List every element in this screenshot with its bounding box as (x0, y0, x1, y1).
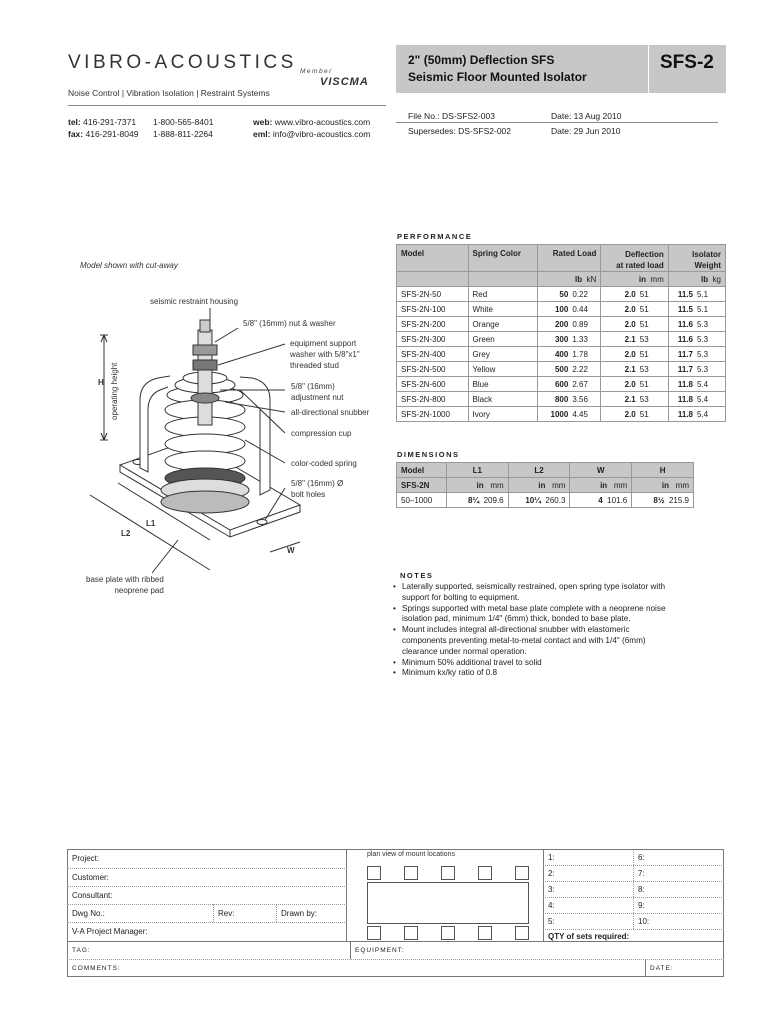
form-rule (276, 904, 277, 922)
table-cell: 2.0 51 (601, 377, 668, 392)
table-cell: 2.0 51 (601, 302, 668, 317)
dim-l1-label: L1 (146, 519, 156, 528)
table-cell: SFS-2N-50 (397, 287, 469, 302)
mount-box[interactable] (404, 866, 418, 880)
table-cell: 11.5 5.1 (668, 287, 725, 302)
table-cell: 11.6 5.3 (668, 332, 725, 347)
tollfree-block (153, 116, 214, 140)
slot-9[interactable]: 9: (638, 901, 645, 910)
form-rule (350, 941, 351, 959)
table-row (397, 302, 726, 317)
label-adjustment-nut: 5/8" (16mm) adjustment nut (291, 382, 344, 402)
table-cell: SFS-2N-200 (397, 317, 469, 332)
table-cell: 11.7 5.3 (668, 347, 725, 362)
label-bolt-holes: 5/8" (16mm) Ø bolt holes (291, 479, 344, 499)
table-cell: SFS-2N-400 (397, 347, 469, 362)
list-item: • Laterally supported, seismically restrained, open spring type isolator with support for bolting to equipment. (393, 582, 673, 604)
tel-number: 416-291-7371 (83, 117, 137, 127)
table-cell: 11.7 5.3 (668, 362, 725, 377)
drawn-by-field[interactable]: Drawn by: (281, 909, 318, 918)
label-support-washer: equipment support washer with 5/8"x1" threaded stud (290, 339, 360, 370)
phone-block: tel: 416-291-7371 fax: 416-291-8049 (68, 117, 139, 139)
col-spring-color: Spring Color (468, 245, 537, 272)
fax-tollfree: 1-888-811-2264 (153, 129, 213, 139)
diagram-caption: Model shown with cut-away (80, 261, 178, 270)
table-cell: Ivory (468, 407, 537, 422)
dwg-field[interactable]: Dwg No.: (72, 909, 105, 918)
table-cell: 2.1 53 (601, 332, 668, 347)
web-block: web: www.vibro-acoustics.com eml: info@vibro-acoustics.com (253, 117, 371, 139)
slot-2[interactable]: 2: (548, 869, 555, 878)
table-cell: 100 0.44 (537, 302, 600, 317)
notes-list (393, 582, 673, 679)
table-cell: 11.5 5.1 (668, 302, 725, 317)
email-link[interactable]: info@vibro-acoustics.com (272, 129, 371, 139)
list-item: • Minimum 50% additional travel to solid (393, 658, 673, 669)
label-nut-washer: 5/8" (16mm) nut & washer (243, 319, 336, 328)
dim-col-model: Model (397, 463, 447, 478)
table-cell: Orange (468, 317, 537, 332)
col-deflection: Deflection at rated load (601, 245, 668, 272)
performance-heading: PERFORMANCE (397, 232, 473, 241)
form-rule (67, 886, 347, 887)
table-cell: 2.0 51 (601, 317, 668, 332)
performance-table: Model Spring Color Rated Load Deflection at rated load Isolator Weight lb kN in mm lb kg SFS-2N-50 Red 50 0.22 2.0 51 11.5 5.1 SFS-2N-100 White 100 0.44 2.0 51 11.5 5.1 SFS-2N-200 Orange 200 0.89 2.0 51 11.6 5.3 SFS-2N-300 Green 300 1.33 2.1 53 11.6 5.3 SFS-2N-400 Grey 400 1.78 2.0 51 11.7 5.3 SFS-2N-500 Yellow 500 2.22 2.1 53 11.7 5.3 SFS-2N-600 Blue 600 2.67 2.0 51 11.8 5.4 SFS-2N-800 Black 800 3.56 2.1 53 11.8 5.4 SFS-2N-1000 Ivory 1000 4.45 2.0 51 11.8 5.4 (396, 244, 726, 422)
table-row (397, 377, 726, 392)
mount-box[interactable] (515, 866, 529, 880)
product-title: 2" (50mm) Deflection SFS Seismic Floor Mounted Isolator (408, 53, 587, 84)
dim-col-l1: L1 (446, 463, 508, 478)
dimensions-heading: DIMENSIONS (397, 450, 460, 459)
plan-view-area[interactable] (367, 882, 529, 924)
table-cell: Grey (468, 347, 537, 362)
comments-field[interactable]: COMMENTS: (72, 965, 121, 972)
member-label: Member (300, 68, 333, 75)
table-cell: 300 1.33 (537, 332, 600, 347)
table-row (397, 287, 726, 302)
table-row (397, 317, 726, 332)
dim-w-label: W (287, 546, 295, 555)
isolator-drawing (60, 290, 390, 600)
company-tagline: Noise Control | Vibration Isolation | Restraint Systems (68, 88, 270, 98)
web-link[interactable]: www.vibro-acoustics.com (274, 117, 371, 127)
product-code: SFS-2 (660, 52, 714, 73)
dim-operating-height: operating height (110, 362, 119, 420)
date-field[interactable]: DATE: (650, 965, 674, 972)
notes-heading: NOTES (400, 571, 434, 580)
table-row (397, 332, 726, 347)
form-rule (213, 904, 214, 922)
table-cell: 50 0.22 (537, 287, 600, 302)
mount-box[interactable] (478, 926, 492, 940)
table-cell: 11.6 5.3 (668, 317, 725, 332)
form-rule (543, 897, 724, 898)
form-rule (67, 922, 347, 923)
mount-box[interactable] (515, 926, 529, 940)
dim-col-l2: L2 (508, 463, 570, 478)
table-cell: 2.1 53 (601, 392, 668, 407)
dim-col-h: H (632, 463, 694, 478)
table-cell: SFS-2N-300 (397, 332, 469, 347)
plan-view-label: plan view of mount locations (367, 851, 455, 858)
table-row (397, 392, 726, 407)
slot-7[interactable]: 7: (638, 869, 645, 878)
table-cell: 1000 4.45 (537, 407, 600, 422)
customer-field[interactable]: Customer: (72, 873, 109, 882)
table-cell: 2.0 51 (601, 287, 668, 302)
table-cell: SFS-2N-500 (397, 362, 469, 377)
dim-l2-label: L2 (121, 529, 131, 538)
supersedes: Supersedes: DS-SFS2-002 (408, 126, 511, 136)
form-rule (543, 913, 724, 914)
table-cell: 500 2.22 (537, 362, 600, 377)
col-weight: Isolator Weight (668, 245, 725, 272)
rev-field[interactable]: Rev: (218, 909, 235, 918)
list-item: • Springs supported with metal base plate complete with a neoprene noise isolation pad, minimum 1/4" (6mm) thick, bonded to base plate. (393, 604, 673, 626)
fax-number: 416-291-8049 (85, 129, 139, 139)
table-cell: 600 2.67 (537, 377, 600, 392)
mount-box[interactable] (478, 866, 492, 880)
slot-5[interactable]: 5: (548, 917, 555, 926)
table-cell: 2.0 51 (601, 407, 668, 422)
table-cell: 200 0.89 (537, 317, 600, 332)
dim-h-label: H (98, 378, 104, 387)
table-cell: Blue (468, 377, 537, 392)
label-snubber: all-directional snubber (291, 408, 370, 417)
table-cell: 400 1.78 (537, 347, 600, 362)
header-divider (68, 105, 386, 106)
form-rule (67, 868, 347, 869)
form-rule (645, 959, 646, 977)
table-cell: 11.8 5.4 (668, 392, 725, 407)
col-model: Model (397, 245, 469, 272)
title-separator (648, 45, 649, 93)
slot-3[interactable]: 3: (548, 885, 555, 894)
table-cell: SFS-2N-1000 (397, 407, 469, 422)
form-rule (67, 959, 724, 960)
table-cell: Black (468, 392, 537, 407)
table-cell: SFS-2N-600 (397, 377, 469, 392)
file-divider (396, 122, 718, 123)
mount-box[interactable] (367, 926, 381, 940)
label-base-plate: base plate with ribbed neoprene pad (86, 575, 164, 595)
table-cell: Yellow (468, 362, 537, 377)
form-rule (67, 904, 347, 905)
mount-box[interactable] (441, 926, 455, 940)
project-manager-field[interactable]: V-A Project Manager: (72, 927, 148, 936)
slot-10[interactable]: 10: (638, 917, 650, 926)
slot-4[interactable]: 4: (548, 901, 555, 910)
table-cell: 800 3.56 (537, 392, 600, 407)
qty-field[interactable]: QTY of sets required: (548, 932, 630, 941)
dim-col-w: W (570, 463, 632, 478)
table-cell: Green (468, 332, 537, 347)
member-org-logo: VISCMA (320, 76, 369, 88)
list-item: • Mount includes integral all-directional snubber with elastomeric components preventing metal-to-metal contact and with 1/4" (6mm) clearance under normal operation. (393, 625, 673, 657)
form-rule (543, 881, 724, 882)
table-row: 50–1000 8¼ 209.6 10¼ 260.3 4 101.6 8½ 215.9 (397, 493, 694, 508)
table-cell: 2.1 53 (601, 362, 668, 377)
label-housing: seismic restraint housing (150, 297, 239, 306)
form-rule (543, 929, 724, 930)
label-spring: color-coded spring (291, 459, 357, 468)
form-rule (633, 849, 634, 929)
list-item: • Minimum kx/ky ratio of 0.8 (393, 668, 673, 679)
slot-6[interactable]: 6: (638, 853, 645, 862)
table-cell: 2.0 51 (601, 347, 668, 362)
table-row (397, 362, 726, 377)
project-field[interactable]: Project: (72, 854, 100, 863)
table-row (397, 347, 726, 362)
tel-tollfree: 1-800-565-8401 (153, 117, 214, 127)
supersedes-date: Date: 29 Jun 2010 (551, 126, 621, 136)
dimensions-table: Model L1 L2 W H SFS-2N in mm in mm in mm in mm 50–1000 8¼ 209.6 10¼ 260.3 4 101.6 8½ 215.9 (396, 462, 694, 508)
equipment-field[interactable]: EQUIPMENT: (355, 947, 405, 954)
mount-box[interactable] (404, 926, 418, 940)
file-date: Date: 13 Aug 2010 (551, 111, 622, 121)
table-cell: 11.8 5.4 (668, 407, 725, 422)
table-cell: SFS-2N-100 (397, 302, 469, 317)
table-row (397, 407, 726, 422)
mount-box[interactable] (367, 866, 381, 880)
table-cell: SFS-2N-800 (397, 392, 469, 407)
tag-field[interactable]: TAG: (72, 947, 91, 954)
company-logo: VIBRO-ACOUSTICS (68, 52, 297, 73)
form-rule (67, 941, 724, 942)
form-rule (543, 865, 724, 866)
table-cell: 11.8 5.4 (668, 377, 725, 392)
consultant-field[interactable]: Consultant: (72, 891, 113, 900)
table-cell: White (468, 302, 537, 317)
mount-box[interactable] (441, 866, 455, 880)
col-rated-load: Rated Load (537, 245, 600, 272)
slot-8[interactable]: 8: (638, 885, 645, 894)
label-compression-cup: compression cup (291, 429, 352, 438)
file-no: File No.: DS-SFS2-003 (408, 111, 495, 121)
table-cell: Red (468, 287, 537, 302)
slot-1[interactable]: 1: (548, 853, 555, 862)
